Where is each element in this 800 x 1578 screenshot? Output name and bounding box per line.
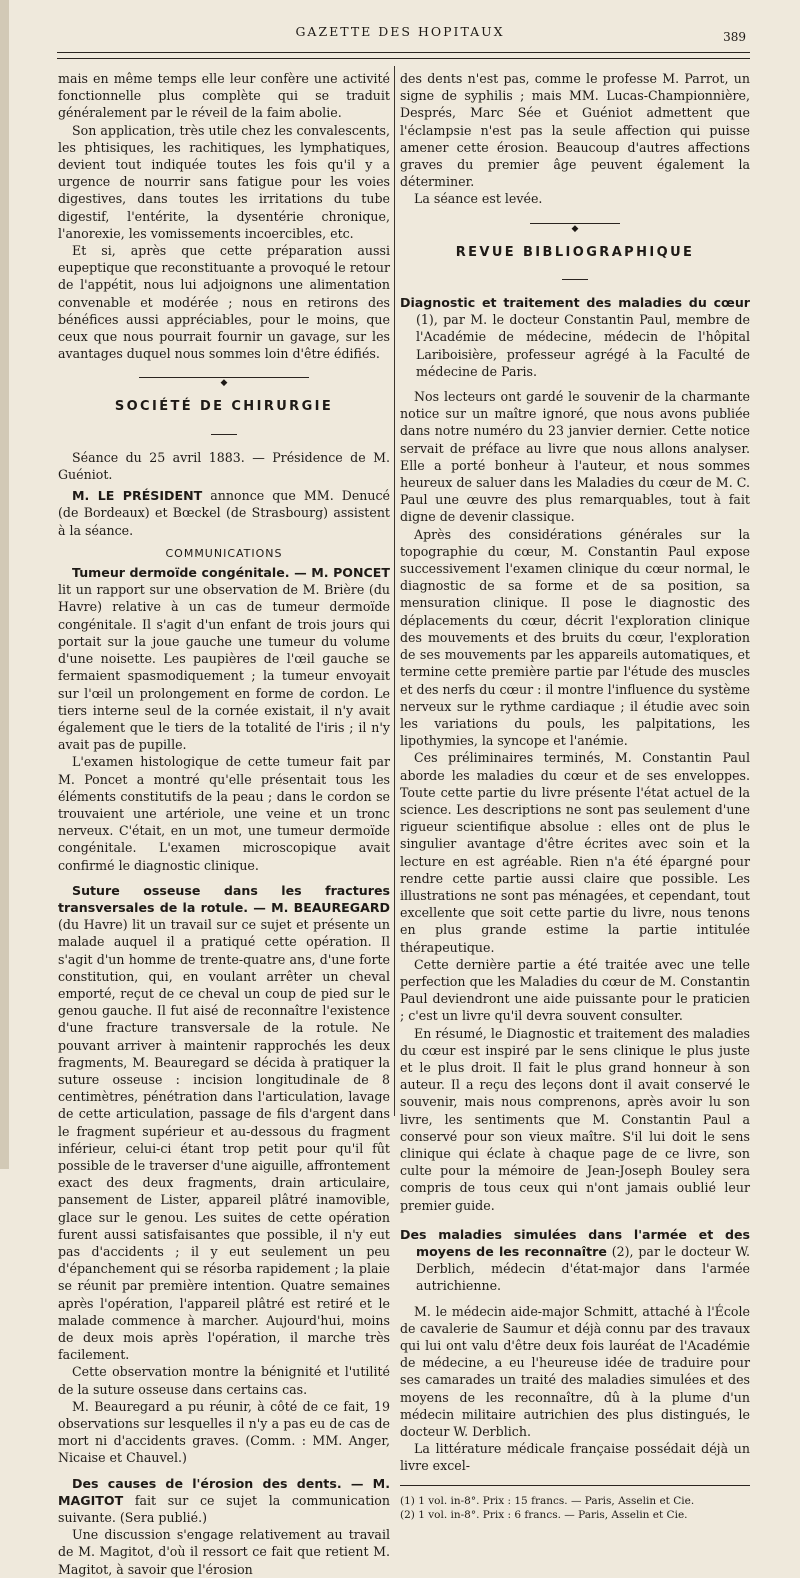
page-number: 389 [723, 30, 746, 44]
paragraph: Tumeur dermoïde congénitale. — M. PONCET lit un rapport sur une observation de M. Brière (du Havre) relative à un cas de tumeur dermoïde congénitale. Il s'agit d'un enfant de trois jours qui portait sur la joue gauche une tumeur du volume d'une noisette. Les paupières de l'œil gauche se fermaient spasmodiquement ; la tumeur envoyait sur l'œil un prolongement en forme de cordon. Le tiers interne seul de la cornée existait, il n'y avait également que le tiers de la totalité de l'iris ; il n'y avait pas de pupille. [58, 565, 390, 753]
left-column [58, 70, 391, 1577]
short-rule [400, 267, 750, 284]
section-separator: ◆ [400, 218, 750, 230]
book-title: Des maladies simulées dans l'armée et des moyens de les reconnaître [400, 1226, 750, 1259]
session-line: Séance du 25 avril 1883. — Présidence de M. Guéniot. [58, 449, 390, 483]
footnote: (2) 1 vol. in-8°. Prix : 6 francs. — Paris, Asselin et Cie. [400, 1508, 688, 1521]
paragraph: Ces préliminaires terminés, M. Constantin Paul aborde les maladies du cœur et de ses enveloppes. Toute cette partie du livre présente l'état actuel de la science. Les descriptions ne sont pas seulement d'une rigueur scientifique absolue : elles ont de plus le singulier avantage d'être écrites avec soin et la lecture en est agréable. Rien n'a été épargné pour rendre cette partie aussi claire que possible. Les illustrations ne sont pas ménagées, et cependant, tout excellente que soit cette partie du livre, nous tenons en plus grande estime la partie intitulée thérapeutique. [400, 750, 750, 955]
section-title-revue: REVUE BIBLIOGRAPHIQUE [455, 244, 695, 260]
paragraph: Cette dernière partie a été traitée avec une telle perfection que les Maladies du cœur de M. Constantin Paul deviendront une aide puissante pour le praticien ; c'est un livre qu'il devra souvent consulter. [400, 956, 750, 1024]
paragraph: M. Beauregard a pu réunir, à côté de ce fait, 19 observations sur lesquelles il n'y a pas eu de cas de mort ni d'accidents graves. (Comm. : MM. Anger, Nicaise et Chauvel.) [58, 1398, 390, 1466]
paragraph: M. le médecin aide-major Schmitt, attaché à l'École de cavalerie de Saumur et déjà connu par des travaux qui lui ont valu d'être deux fois lauréat de l'Académie de médecine, a eu l'heureuse idée de traduire pour ses camarades un traité des maladies simulées et des moyens de les reconnaître, dû à la plume d'un médecin militaire autrichien des plus distingués, le docteur W. Derblich. [400, 1303, 750, 1440]
header-double-rule [57, 52, 750, 59]
running-title: GAZETTE DES HOPITAUX [295, 24, 505, 39]
paragraph: Nos lecteurs ont gardé le souvenir de la charmante notice sur un maître ignoré, que nous avons publiée dans notre numéro du 23 janvier dernier. Cette notice servait de préface au livre que nous allons analyser. Elle a porté bonheur à l'auteur, et nous sommes heureux de saluer dans les Maladies du cœur de M. C. Paul une œuvre des plus remarquables, tout à fait digne de devenir classique. [400, 389, 750, 525]
paragraph: En résumé, le Diagnostic et traitement des maladies du cœur est inspiré par le sens clinique le plus juste et le plus droit. Il fait le plus grand honneur à son auteur. Il a reçu des leçons dont il avait conservé le souvenir, mais nous comprenons, après avoir lu son livre, les sentiments que M. Constantin Paul a conservé pour son vieux maître. S'il lui doit le sens clinique qui éclate à chaque page de ce livre, son culte pour la mémoire de Jean-Joseph Bouley sera compris de tous ceux qui n'ont jamais oublié leur premier guide. [400, 1025, 750, 1213]
paragraph: Une discussion s'engage relativement au travail de M. Magitot, d'où il ressort ce fait que retient M. Magitot, à savoir que l'érosion [58, 1527, 390, 1577]
footnote: (1) 1 vol. in-8°. Prix : 15 francs. — Paris, Asselin et Cie. [400, 1494, 695, 1507]
short-rule [58, 422, 390, 439]
paragraph: La séance est levée. [414, 191, 543, 207]
speaker-name: M. LE PRÉSIDENT [72, 488, 203, 504]
paragraph: Et si, après que cette préparation aussi eupeptique que reconstituante a provoqué le retour de l'appétit, nous lui adjoignons une alimentation convenable et modérée ; nous en retirons des bénéfices aussi appréciables, pour le moins, que ceux que nous pourrait fournir un gavage, sur les avantages duquel nous sommes loin d'être édifiés. [58, 243, 390, 362]
section-separator: ◆ [58, 372, 390, 384]
paragraph: Son application, très utile chez les convalescents, les phtisiques, les rachitiques, les lymphatiques, devient tout indiquée toutes les fois qu'il y a urgence de nourrir sans fatigue pour les voies digestives, dans toutes les irritations du tube digestif, l'entérite, la dysentérie chronique, l'anorexie, les vomissements incoercibles, etc. [58, 122, 390, 241]
page-binding-edge [0, 0, 9, 1169]
subhead-communications: COMMUNICATIONS [165, 546, 283, 560]
book-title: Diagnostic et traitement des maladies du cœur [400, 295, 750, 311]
paragraph: Suture osseuse dans les fractures transversales de la rotule. — M. BEAUREGARD (du Havre) lit un travail sur ce sujet et présente un malade auquel il a pratiqué cette opération. Il s'agit d'un homme de trente-quatre ans, d'une forte constitution, qui, en voulant arrêter un cheval emporté, reçut de ce cheval un coup de pied sur le genou gauche. Il fut aisé de reconnaître l'existence d'une fracture transversale de la rotule. Ne pouvant arriver à maintenir rapprochés les deux fragments, M. Beauregard se décida à pratiquer la suture osseuse : incision longitudinale de 8 centimètres, pénétration dans l'articulation, lavage de cette articulation, passage de fils d'argent dans le fragment supérieur et au-dessous du fragment inférieur, celui-ci étant trop petit pour qu'il fût possible de le traverser d'une aiguille, affrontement exact des deux fragments, drain articulaire, pansement de Lister, appareil plâtré inamovible, glace sur le genou. Les suites de cette opération furent aussi satisfaisantes que possible, il n'y eut pas d'accidents ; il y eut seulement un peu d'épanchement qui se résorba rapidement ; la plaie se réunit par première intention. Quatre semaines après l'opération, l'appareil plâtré est retiré et le malade commence à marcher. Aujourd'hui, moins de deux mois après l'opération, il marche très facilement. [58, 882, 390, 1363]
book-entry: Diagnostic et traitement des maladies du cœur (1), par M. le docteur Constantin Paul, membre de l'Académie de médecine, médecin de l'hôpital Lariboisière, professeur agrégé à la Faculté de médecine de Paris. [400, 295, 750, 379]
paragraph: des dents n'est pas, comme le professe M. Parrot, un signe de syphilis ; mais MM. Lucas-Championnière, Després, Marc Sée et Guéniot admettent que l'éclampsie n'est pas la seule affection qui puisse amener cette érosion. Beaucoup d'autres affections graves du premier âge peuvent également la déterminer. [400, 71, 750, 190]
right-column [400, 70, 750, 1521]
article-title: Des causes de l'érosion des dents. — M. MAGITOT [58, 1475, 390, 1508]
paragraph: Cette observation montre la bénignité et l'utilité de la suture osseuse dans certains cas. [58, 1364, 390, 1397]
paragraph: La littérature médicale française possédait déjà un livre excel- [400, 1441, 750, 1474]
column-divider [394, 66, 395, 1116]
footnotes [400, 1485, 750, 1522]
paragraph: Des causes de l'érosion des dents. — M. MAGITOT fait sur ce sujet la communication suivante. (Sera publié.) [58, 1475, 390, 1526]
section-title-societe: SOCIÉTÉ DE CHIRURGIE [114, 399, 334, 415]
book-entry: Des maladies simulées dans l'armée et des moyens de les reconnaître (2), par le docteur W. Derblich, médecin d'état-major dans l'armée autrichienne. [400, 1226, 750, 1294]
running-header [10, 18, 790, 48]
article-title: Suture osseuse dans les fractures transversales de la rotule. — M. BEAUREGARD [58, 882, 390, 915]
paragraph: Après des considérations générales sur la topographie du cœur, M. Constantin Paul expose successivement l'examen clinique du cœur normal, le diagnostic de sa forme et de sa position, sa mensuration clinique. Il pose le diagnostic des déplacements du cœur, décrit l'exploration clinique des mouvements et des bruits du cœur, l'exploration de ses mouvements par les appareils automatiques, et termine cette première partie par l'étude des muscles et des nerfs du cœur : il montre l'influence du système nerveux sur le rythme cardiaque ; il étudie avec soin les variations du pouls, les palpitations, les lipothymies, la syncope et l'anémie. [400, 526, 750, 749]
paragraph: M. LE PRÉSIDENT annonce que MM. Denucé (de Bordeaux) et Bœckel (de Strasbourg) assistent à la séance. [58, 488, 391, 538]
paragraph: L'examen histologique de cette tumeur fait par M. Poncet a montré qu'elle présentait tous les éléments constitutifs de la peau ; dans le cordon se trouvaient une artériole, une veine et un tronc nerveux. C'était, en un mot, une tumeur dermoïde congénitale. L'examen microscopique avait confirmé le diagnostic clinique. [58, 754, 390, 873]
paragraph: mais en même temps elle leur confère une activité fonctionnelle plus complète qui se traduit généralement par le réveil de la faim abolie. [58, 71, 390, 121]
article-title: Tumeur dermoïde congénitale. — M. PONCET [72, 565, 390, 581]
